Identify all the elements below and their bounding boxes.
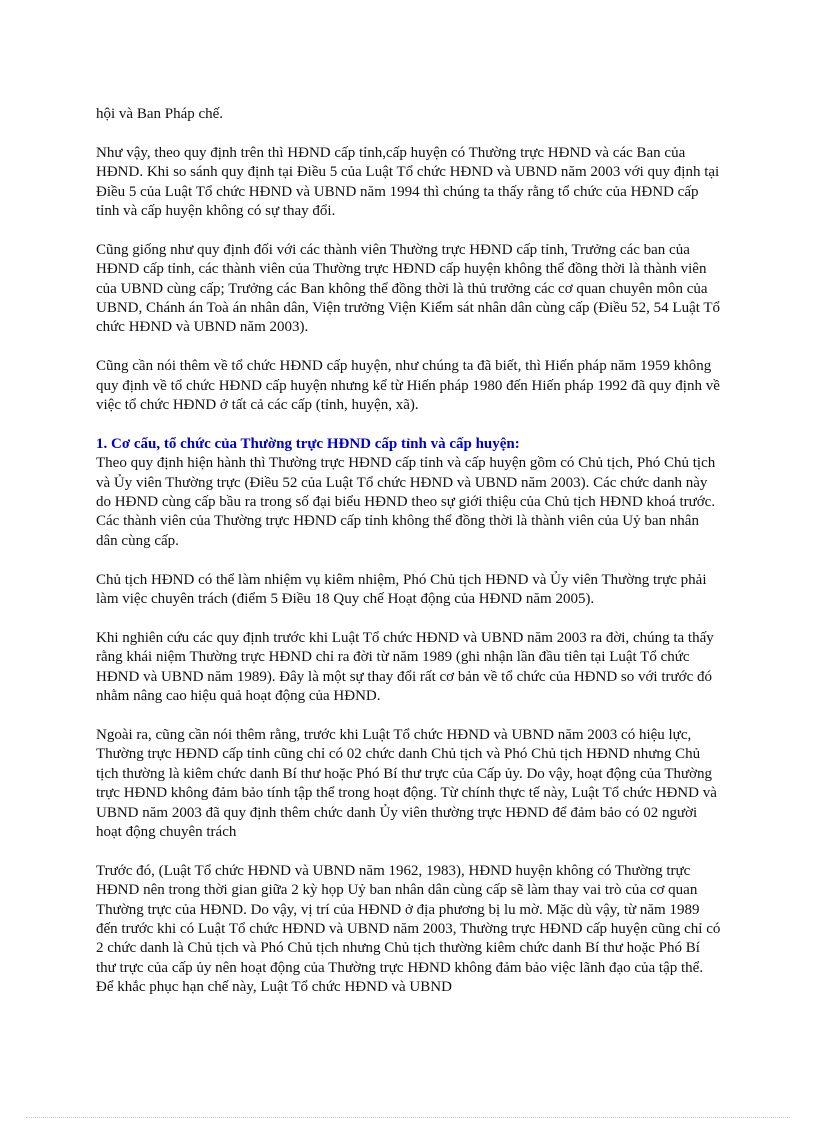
- document-body: [96, 105, 722, 1017]
- paragraph-continuation: hội và Ban Pháp chế.: [96, 106, 224, 122]
- paragraph-current-regulation: Theo quy định hiện hành thì Thường trực HĐND cấp tỉnh và cấp huyện gồm có Chủ tịch, Phó Chủ tịch và Ủy viên Thường trực (Điều 52 của Luật Tổ chức HĐND và UBND năm 2003). Các chức danh này do HĐND cùng cấp bầu ra trong số đại biểu HĐND theo sự giới thiệu của Chủ tịch HĐND khoá trước. Các thành viên của Thường trực HĐND cấp tỉnh không thể đồng thời là thành viên của Uỷ ban nhân dân cùng cấp.: [96, 455, 716, 549]
- paragraph-district-council: Cũng cần nói thêm về tổ chức HĐND cấp huyện, như chúng ta đã biết, thì Hiến pháp năm 1959 không quy định về tổ chức HĐND cấp huyện nhưng kể từ Hiến pháp 1980 đến Hiến pháp 1992 đã quy định về việc tổ chức HĐND ở tất cả các cấp (tỉnh, huyện, xã).: [96, 358, 720, 414]
- page-bottom-divider: [26, 1117, 790, 1118]
- paragraph-history-1989: Khi nghiên cứu các quy định trước khi Luật Tổ chức HĐND và UBND năm 2003 ra đời, chúng ta thấy rằng khái niệm Thường trực HĐND chỉ ra đời từ năm 1989 (ghi nhận lần đầu tiên tại Luật Tổ chức HĐND và UBND năm 1989). Đây là một sự thay đổi rất cơ bản về tổ chức của HĐND so với trước đó nhằm nâng cao hiệu quả hoạt động của HĐND.: [96, 629, 714, 705]
- paragraph-member-restrictions: Cũng giống như quy định đối với các thành viên Thường trực HĐND cấp tỉnh, Trưởng các ban của HĐND cấp tỉnh, các thành viên của Thường trực HĐND cấp huyện không thể đồng thời là thành viên của UBND cùng cấp; Trưởng các Ban không thể đồng thời là thủ trưởng các cơ quan chuyên môn của UBND, Chánh án Toà án nhân dân, Viện trưởng Viện Kiểm sát nhân dân cùng cấp (Điều 52, 54 Luật Tổ chức HĐND và UBND năm 2003).: [96, 241, 721, 336]
- paragraph-chairman-duties: Chủ tịch HĐND có thể làm nhiệm vụ kiêm nhiệm, Phó Chủ tịch HĐND và Ủy viên Thường trực phải làm việc chuyên trách (điểm 5 Điều 18 Quy chế Hoạt động của HĐND năm 2005).: [96, 571, 707, 608]
- paragraph-earlier-laws: Trước đó, (Luật Tổ chức HĐND và UBND năm 1962, 1983), HĐND huyện không có Thường trực HĐND nên trong thời gian giữa 2 kỳ họp Uỷ ban nhân dân cùng cấp sẽ làm thay vai trò của cơ quan Thường trực của HĐND. Do vậy, vị trí của HĐND ở địa phương bị lu mờ. Mặc dù vậy, từ năm 1989 đến trước khi có Luật Tổ chức HĐND và UBND năm 2003, Thường trực HĐND cấp huyện cũng chỉ có 2 chức danh là Chủ tịch và Phó Chủ tịch nhưng Chủ tịch thường kiêm chức danh Bí thư hoặc Phó Bí thư trực của cấp ủy nên hoạt động của Thường trực HĐND không đảm bảo việc lãnh đạo của tập thể. Để khắc phục hạn chế này, Luật Tổ chức HĐND và UBND: [96, 862, 721, 996]
- paragraph-before-2003: Ngoài ra, cũng cần nói thêm rằng, trước khi Luật Tổ chức HĐND và UBND năm 2003 có hiệu lực, Thường trực HĐND cấp tỉnh cũng chỉ có 02 chức danh Chủ tịch và Phó Chủ tịch HĐND nhưng Chủ tịch thường là kiêm chức danh Bí thư hoặc Phó Bí thư trực của Cấp ủy. Do vậy, hoạt động của Thường trực HĐND không đảm bảo tính tập thể trong hoạt động. Từ chính thực tế này, Luật Tổ chức HĐND và UBND năm 2003 đã quy định thêm chức danh Ủy viên thường trực HĐND để đảm bảo có 02 người hoạt động chuyên trách: [96, 726, 717, 840]
- paragraph-council-structure: Như vậy, theo quy định trên thì HĐND cấp tỉnh,cấp huyện có Thường trực HĐND và các Ban của HĐND. Khi so sánh quy định tại Điều 5 của Luật Tổ chức HĐND và UBND năm 2003 với quy định tại Điều 5 của Luật Tổ chức HĐND và UBND năm 1994 thì chúng ta thấy rằng tổ chức của HĐND cấp tỉnh và cấp huyện không có sự thay đổi.: [96, 144, 720, 220]
- section-heading: 1. Cơ cấu, tổ chức của Thường trực HĐND cấp tỉnh và cấp huyện:: [96, 435, 520, 452]
